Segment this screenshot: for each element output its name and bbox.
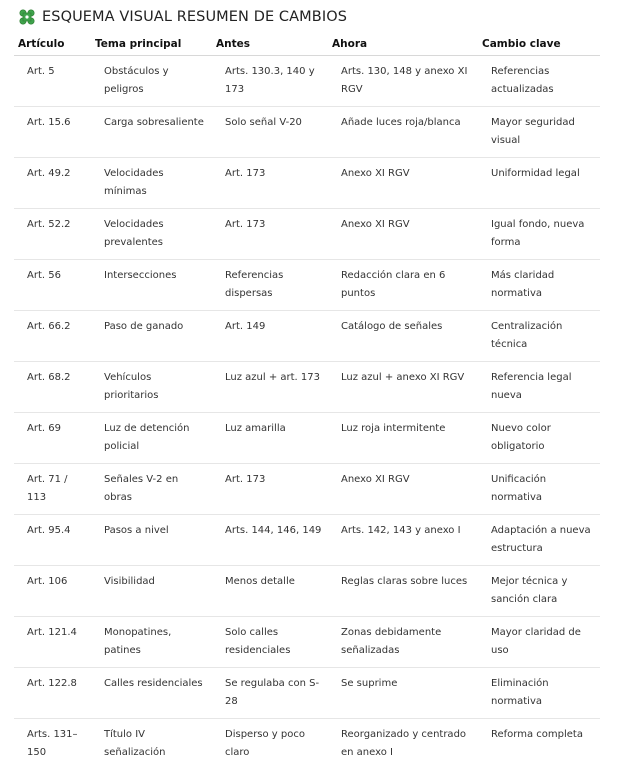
table-cell: Art. 95.4 — [14, 515, 91, 566]
table-cell: Calles residenciales — [91, 668, 212, 719]
table-cell: Visibilidad — [91, 566, 212, 617]
table-cell: Se regulaba con S-28 — [212, 668, 328, 719]
table-row — [14, 566, 600, 617]
puzzle-icon — [18, 8, 36, 26]
table-cell: Arts. 130, 148 y anexo XI RGV — [328, 56, 478, 107]
table-cell: Art. 149 — [212, 311, 328, 362]
table-cell: Reforma completa — [491, 729, 583, 740]
column-header: Ahora — [328, 33, 478, 56]
table-cell: Añade luces roja/blanca — [328, 107, 478, 158]
table-cell: Luz roja intermitente — [328, 413, 478, 464]
table-cell: Uniformidad legal — [478, 158, 600, 209]
column-header: Artículo — [14, 33, 91, 56]
table-cell: Arts. 142, 143 y anexo I — [328, 515, 478, 566]
table-cell: Adaptación a nueva estructura — [478, 515, 600, 566]
table-cell: Más claridad normativa — [478, 260, 600, 311]
table-row — [14, 362, 600, 413]
table-cell: Paso de ganado — [91, 311, 212, 362]
table-cell: Mayor seguridad visual — [478, 107, 600, 158]
table-cell: Arts. 131–150 — [27, 729, 78, 758]
table-cell: Referencias dispersas — [212, 260, 328, 311]
table-cell: Art. 173 — [212, 158, 328, 209]
table-cell: Intersecciones — [91, 260, 212, 311]
table-cell: Arts. 130.3, 140 y 173 — [212, 56, 328, 107]
table-cell: Nuevo color obligatorio — [478, 413, 600, 464]
table-cell: Art. 49.2 — [14, 158, 91, 209]
table-cell: Velocidades mínimas — [91, 158, 212, 209]
table-row — [14, 311, 600, 362]
page-title: ESQUEMA VISUAL RESUMEN DE CAMBIOS — [42, 9, 348, 25]
table-row — [14, 158, 600, 209]
table-cell: Anexo XI RGV — [328, 464, 478, 515]
table-cell: Anexo XI RGV — [328, 158, 478, 209]
table-cell: Pasos a nivel — [91, 515, 212, 566]
column-header: Cambio clave — [478, 33, 600, 56]
table-cell: Luz azul + anexo XI RGV — [328, 362, 478, 413]
table-cell: Zonas debidamente señalizadas — [328, 617, 478, 668]
table-cell: Centralización técnica — [478, 311, 600, 362]
table-cell: Reorganizado y centrado en anexo I — [341, 729, 467, 758]
table-cell: Referencias actualizadas — [478, 56, 600, 107]
table-cell: Eliminación normativa — [478, 668, 600, 719]
table-row — [14, 56, 600, 107]
table-row — [14, 107, 600, 158]
table-cell: Art. 69 — [14, 413, 91, 464]
table-cell: Reglas claras sobre luces — [328, 566, 478, 617]
table-row — [14, 719, 600, 770]
table-cell: Luz de detención policial — [91, 413, 212, 464]
table-header-row — [14, 33, 600, 56]
table-row — [14, 464, 600, 515]
column-header: Tema principal — [91, 33, 212, 56]
changes-table — [14, 33, 600, 769]
table-cell: Disperso y poco claro — [225, 729, 305, 758]
table-cell: Velocidades prevalentes — [91, 209, 212, 260]
column-header: Antes — [212, 33, 328, 56]
table-cell: Art. 173 — [212, 209, 328, 260]
table-cell: Art. 122.8 — [14, 668, 91, 719]
table-cell: Unificación normativa — [478, 464, 600, 515]
table-body — [14, 56, 600, 770]
table-cell: Catálogo de señales — [328, 311, 478, 362]
table-cell: Art. 106 — [14, 566, 91, 617]
table-cell: Señales V-2 en obras — [91, 464, 212, 515]
table-cell: Arts. 144, 146, 149 — [212, 515, 328, 566]
table-cell: Solo calles residenciales — [212, 617, 328, 668]
table-cell: Solo señal V-20 — [212, 107, 328, 158]
table-cell: Art. 121.4 — [14, 617, 91, 668]
table-cell: Art. 56 — [14, 260, 91, 311]
table-cell: Redacción clara en 6 puntos — [328, 260, 478, 311]
table-row — [14, 209, 600, 260]
table-cell: Menos detalle — [212, 566, 328, 617]
table-cell: Art. 15.6 — [14, 107, 91, 158]
table-cell: Monopatines, patines — [91, 617, 212, 668]
table-cell: Luz amarilla — [212, 413, 328, 464]
table-cell: Obstáculos y peligros — [91, 56, 212, 107]
table-row — [14, 668, 600, 719]
table-cell: Art. 71 / 113 — [14, 464, 91, 515]
table-cell: Igual fondo, nueva forma — [478, 209, 600, 260]
table-row — [14, 617, 600, 668]
table-cell: Anexo XI RGV — [328, 209, 478, 260]
table-cell: Título IV señalización — [104, 729, 166, 758]
table-cell: Se suprime — [328, 668, 478, 719]
table-cell: Art. 52.2 — [14, 209, 91, 260]
table-cell: Art. 5 — [14, 56, 91, 107]
table-cell: Vehículos prioritarios — [91, 362, 212, 413]
table-cell: Luz azul + art. 173 — [212, 362, 328, 413]
table-cell: Art. 68.2 — [14, 362, 91, 413]
table-cell: Mejor técnica y sanción clara — [478, 566, 600, 617]
table-cell: Art. 173 — [212, 464, 328, 515]
table-cell: Carga sobresaliente — [91, 107, 212, 158]
table-cell: Art. 66.2 — [14, 311, 91, 362]
table-row — [14, 413, 600, 464]
table-cell: Mayor claridad de uso — [478, 617, 600, 668]
table-row — [14, 515, 600, 566]
title-row — [18, 6, 347, 28]
table-row — [14, 260, 600, 311]
table-cell: Referencia legal nueva — [478, 362, 600, 413]
